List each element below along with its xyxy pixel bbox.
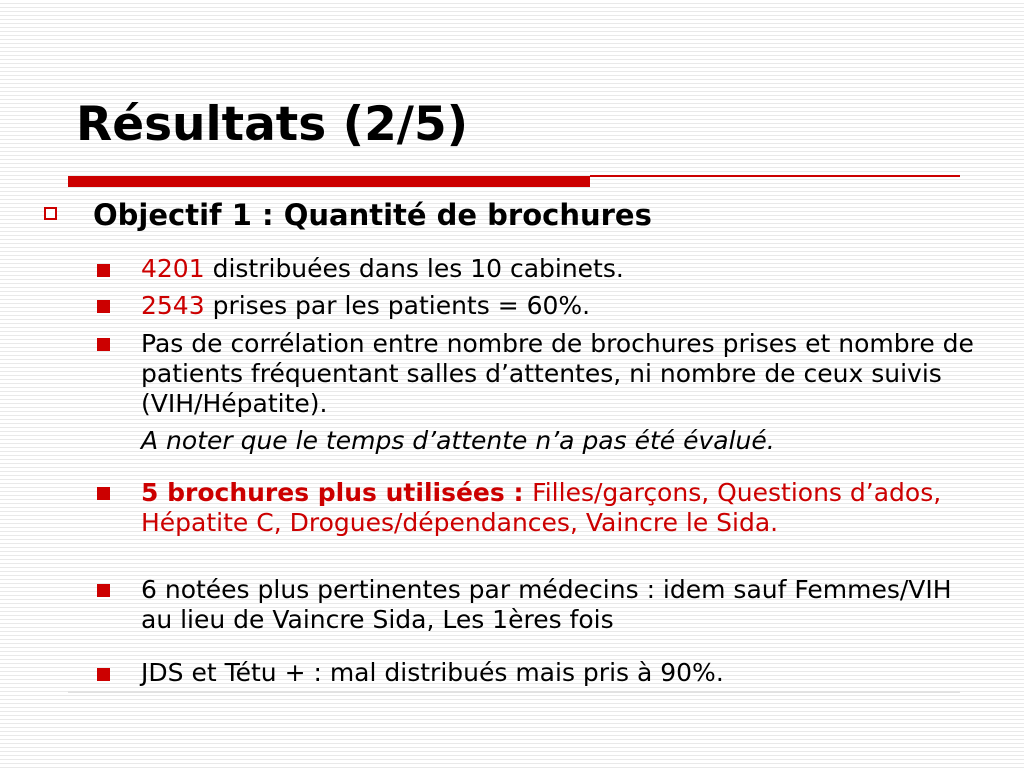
filled-square-icon: [97, 668, 110, 681]
bullet-jds-tetu: JDS et Tétu + : mal distribués mais pris à 90%.: [141, 658, 724, 687]
count-taken: 2543: [141, 291, 205, 320]
filled-square-icon: [97, 584, 110, 597]
bullet-text: prises par les patients = 60%.: [204, 291, 591, 320]
footer-divider: [68, 691, 960, 693]
filled-square-icon: [97, 338, 110, 351]
hollow-square-icon: [44, 207, 57, 220]
top-brochures-list: Filles/garçons, Questions d’ados, Hépatite C, Drogues/dépendances, Vaincre le Sida.: [141, 478, 942, 537]
objective-heading: Objectif 1 : Quantité de brochures: [93, 198, 652, 232]
bullet-correlation: Pas de corrélation entre nombre de brochures prises et nombre de patients fréquentant salles d’attentes, ni nombre de ceux suivis (VIH/Hépatite).: [141, 329, 974, 418]
filled-square-icon: [97, 264, 110, 277]
title-underline-thick: [68, 176, 590, 187]
note-wait-time: A noter que le temps d’attente n’a pas été évalué.: [141, 426, 775, 455]
title-underline-thin: [590, 175, 960, 177]
bullet-doctors-pick: 6 notées plus pertinentes par médecins : idem sauf Femmes/VIH au lieu de Vaincre Sida, Les 1ères fois: [141, 575, 952, 634]
top-brochures-label: 5 brochures plus utilisées :: [141, 478, 533, 507]
filled-square-icon: [97, 300, 110, 313]
count-distributed: 4201: [141, 254, 205, 283]
slide-title: Résultats (2/5): [76, 97, 469, 152]
bullet-taken: [141, 291, 986, 321]
bullet-top-brochures: [141, 478, 986, 538]
bullet-text: distribuées dans les 10 cabinets.: [204, 254, 624, 283]
bullet-distributed: [141, 254, 986, 284]
filled-square-icon: [97, 487, 110, 500]
